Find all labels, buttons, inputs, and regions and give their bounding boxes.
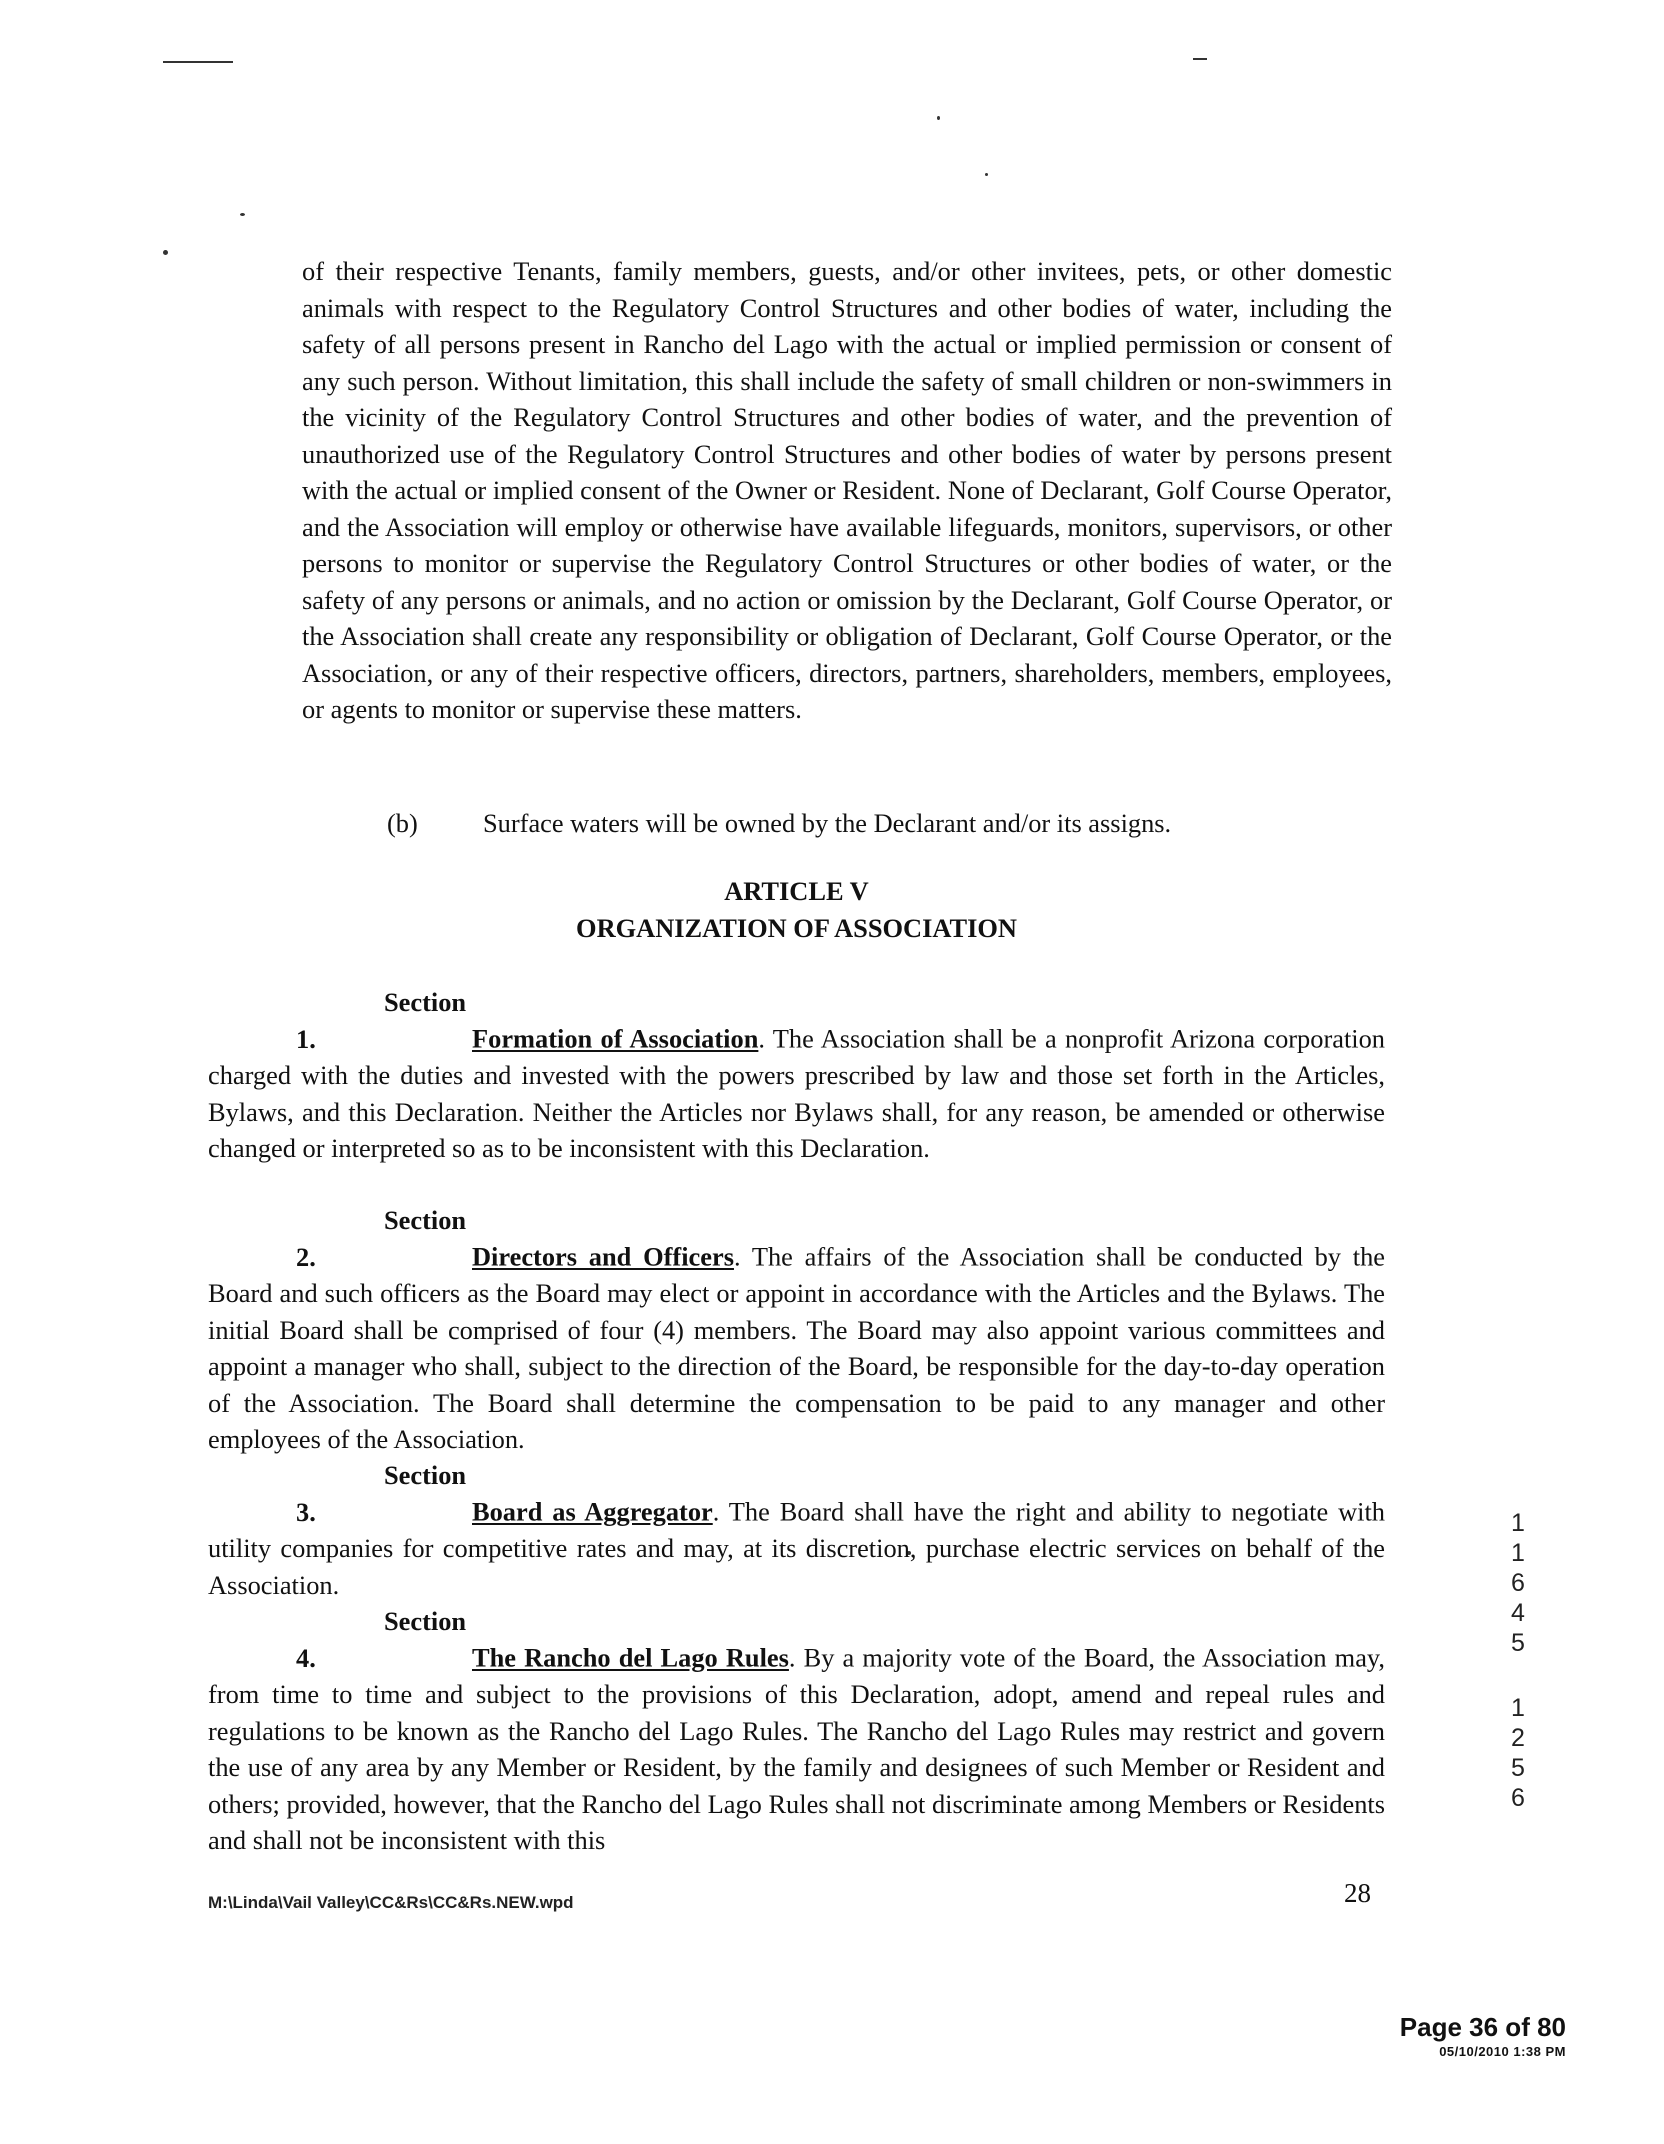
scan-speck (985, 173, 988, 176)
section-text: . The Association shall be a nonprofit Arizona corporation charged with the duties and invested with the powers prescribed by law and those set forth in the Articles, Bylaws, and this Declaration. Neither the Articles nor Bylaws shall, for any reason, be amended or otherwise changed or interpreted so as to be inconsistent with this Declaration. (208, 1023, 1385, 1163)
recording-digit: 6 (1511, 1784, 1525, 1812)
scan-mark (1193, 58, 1207, 60)
recording-digit: 6 (1511, 1569, 1525, 1597)
section-label: Section 4. (296, 1606, 467, 1673)
scan-speck (240, 213, 245, 216)
article-number: ARTICLE V (724, 876, 869, 906)
recording-digit: 5 (1511, 1629, 1525, 1657)
section-label: Section 1. (296, 987, 467, 1054)
recording-digit: 1 (1511, 1509, 1525, 1537)
section-title: Formation of Association (472, 1023, 759, 1054)
scan-speck (163, 250, 168, 255)
footer-page-number: 28 (1344, 1878, 1371, 1908)
item-b-text: Surface waters will be owned by the Declarant and/or its assigns. (483, 808, 1172, 838)
recording-digit: 4 (1511, 1599, 1525, 1627)
section-4 (208, 1603, 1385, 1859)
recording-digit: 1 (1511, 1539, 1525, 1567)
recording-digit: 5 (1511, 1754, 1525, 1782)
recording-digit: 1 (1511, 1694, 1525, 1722)
section-label: Section 2. (296, 1205, 467, 1272)
section-text: . The Board shall have the right and ability to negotiate with utility companies for competitive rates and may, at its discretion, purchase electric services on behalf of the Association. (208, 1496, 1385, 1600)
section-text: . The affairs of the Association shall be conducted by the Board and such officers as the Board may elect or appoint in accordance with the Articles and the Bylaws. The initial Board shall be comprised of four (4) members. The Board may also appoint various committees and appoint a manager who shall, subject to the direction of the Board, be responsible for the day-to-day operation of the Association. The Board shall determine the compensation to be paid to any manager and other employees of the Association. (208, 1241, 1385, 1454)
item-b-label: (b) (387, 808, 418, 838)
page-stamp-label: Page 36 of 80 (1399, 2012, 1566, 2042)
scan-speck (937, 116, 940, 120)
item-b (387, 805, 1171, 842)
section-text: . By a majority vote of the Board, the Association may, from time to time and subject to the provisions of this Declaration, adopt, amend and repeal rules and regulations to be known as the Rancho del Lago Rules. The Rancho del Lago Rules may restrict and govern the use of any area by any Member or Resident, by the family and designees of such Member or Resident and others; provided, however, that the Rancho del Lago Rules shall not discriminate among Members or Residents and shall not be inconsistent with this (208, 1642, 1385, 1855)
recording-number-first (1504, 1508, 1532, 1658)
section-1 (208, 984, 1385, 1167)
page-stamp-timestamp: 05/10/2010 1:38 PM (1439, 2044, 1566, 2059)
scan-mark (163, 61, 233, 63)
section-2 (208, 1202, 1385, 1458)
section-label: Section 3. (296, 1460, 467, 1527)
recording-number-second (1504, 1693, 1532, 1813)
section-3 (208, 1457, 1385, 1603)
section-title: Board as Aggregator (472, 1496, 713, 1527)
page-stamp (1400, 2012, 1566, 2062)
article-heading (208, 873, 1385, 946)
section-title: Directors and Officers (472, 1241, 734, 1272)
section-title: The Rancho del Lago Rules (472, 1642, 789, 1673)
article-title: ORGANIZATION OF ASSOCIATION (576, 912, 1017, 943)
continuation-paragraph: of their respective Tenants, family members, guests, and/or other invitees, pets, or other domestic animals with respect to the Regulatory Control Structures and other bodies of water, including the safety of all persons present in Rancho del Lago with the actual or implied permission or consent of any such person. Without limitation, this shall include the safety of small children or non-swimmers in the vicinity of the Regulatory Control Structures and other bodies of water, and the prevention of unauthorized use of the Regulatory Control Structures and other bodies of water by persons present with the actual or implied consent of the Owner or Resident. None of Declarant, Golf Course Operator, and the Association will employ or otherwise have available lifeguards, monitors, supervisors, or other persons to monitor or supervise the Regulatory Control Structures or other bodies of water, or the safety of any persons or animals, and no action or omission by the Declarant, Golf Course Operator, or the Association shall create any responsibility or obligation of Declarant, Golf Course Operator, or the Association, or any of their respective officers, directors, partners, shareholders, members, employees, or agents to monitor or supervise these matters. (302, 256, 1392, 724)
footer-file-path: M:\Linda\Vail Valley\CC&Rs\CC&Rs.NEW.wpd (208, 1893, 574, 1912)
recording-digit: 2 (1511, 1724, 1525, 1752)
